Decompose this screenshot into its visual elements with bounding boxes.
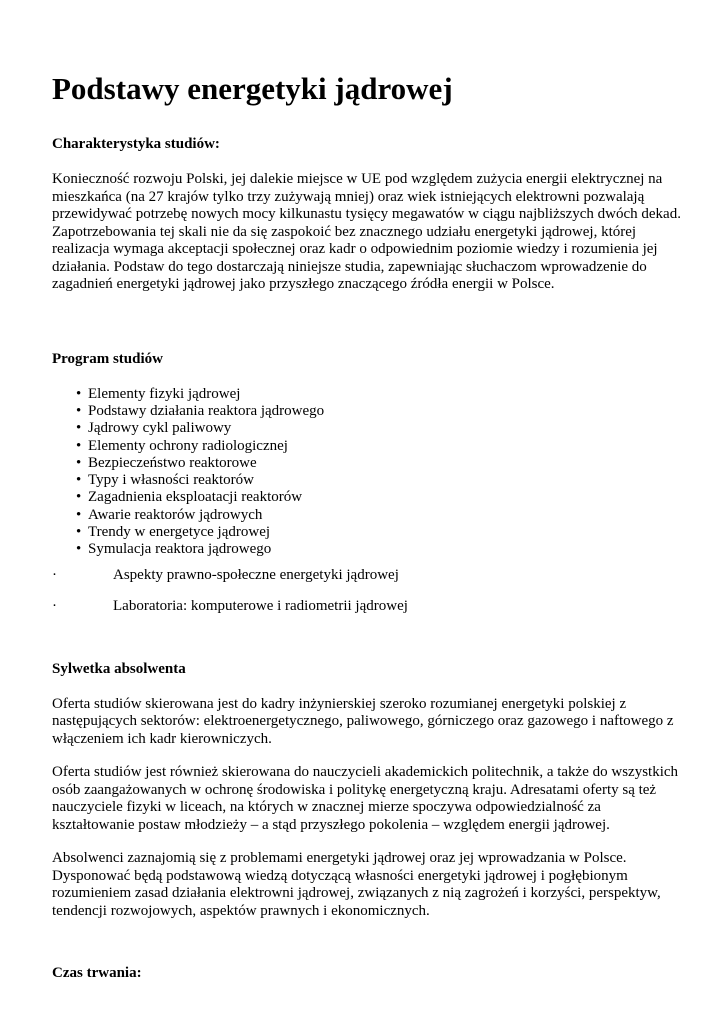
list-item: • Zagadnienia eksploatacji reaktorów xyxy=(76,489,685,506)
section-heading-sylwetka: Sylwetka absolwenta xyxy=(52,660,186,677)
list-item: • Symulacja reaktora jądrowego xyxy=(76,541,685,558)
document-title: Podstawy energetyki jądrowej xyxy=(52,71,453,106)
sylwetka-paragraph: Oferta studiów jest również skierowana do nauczycieli akademickich politechnik, a także do wszystkich osób zaangażowanych w ochronę środowiska i politykę energetyczną kraju. Adresatami oferty są też nauczyciele fizyki w liceach, na których w znacznej mierze spoczywa odpowiedzialność za kształtowanie postaw młodzieży – a stąd przyszłego pokolenia – względem energii jądrowej. xyxy=(52,764,679,833)
bullet-dot: · xyxy=(52,598,57,615)
list-item: • Elementy ochrony radiologicznej xyxy=(76,438,685,455)
section-heading-program: Program studiów xyxy=(52,350,163,367)
list-item: • Awarie reaktorów jądrowych xyxy=(76,507,685,524)
spacer xyxy=(52,310,685,350)
list-item: • Trendy w energetyce jądrowej xyxy=(76,524,685,541)
section-heading-charakterystyka: Charakterystyka studiów: xyxy=(52,136,220,153)
list-item: • Bezpieczeństwo reaktorowe xyxy=(76,455,685,472)
program-extra-item xyxy=(52,598,685,616)
bullet-dot: · xyxy=(52,566,57,583)
charakterystyka-paragraph: Konieczność rozwoju Polski, jej dalekie miejsce w UE pod względem zużycia energii elektrycznej na mieszkańca (na 27 krajów tylko trzy zużywają mniej) oraz wiek istniejących elektrowni pozwalają przewidywać potrzebę nowych mocy kilkunastu tysięcy megawatów w ciągu najbliższych dwóch dekad. Zapotrzebowania tej skali nie da się zaspokoić bez znacznego udziału energetyki jądrowej, której realizacja wymaga akceptacji społecznej oraz kadr o odpowiednim poziomie wiedzy i rozumienia jej działania. Podstaw do tego dostarczają niniejsze studia, zapewniając słuchaczom wprowadzenie do zagadnień energetyki jądrowej jako przyszłego znaczącego źródła energii w Polsce. xyxy=(52,171,681,293)
list-item: • Typy i własności reaktorów xyxy=(76,472,685,489)
sylwetka-paragraph: Oferta studiów skierowana jest do kadry inżynierskiej szeroko rozumianej energetyki polskiej z następujących sektorów: elektroenergetycznego, paliwowego, górniczego oraz gazowego i naftowego z włączeniem ich kadr kierowniczych. xyxy=(52,695,674,747)
program-extra-item xyxy=(52,567,685,585)
list-item: • Podstawy działania reaktora jądrowego xyxy=(76,403,685,420)
spacer xyxy=(52,936,685,964)
program-extra-item-label: Laboratoria: komputerowe i radiometrii jądrowej xyxy=(113,598,408,615)
list-item: • Elementy fizyki jądrowej xyxy=(76,386,685,403)
program-extra-item-label: Aspekty prawno-społeczne energetyki jądrowej xyxy=(113,566,399,583)
program-list xyxy=(52,386,685,559)
section-heading-czas: Czas trwania: xyxy=(52,965,142,982)
spacer xyxy=(52,630,685,660)
sylwetka-paragraph: Absolwenci zaznajomią się z problemami energetyki jądrowej oraz jej wprowadzania w Polsce. Dysponować będą podstawową wiedzą dotyczącą własności energetyki jądrowej i pogłębionym rozumieniem zasad działania elektrowni jądrowej, związanych z nią zagrożeń i korzyści, perspektyw, tendencji rozwojowych, aspektów prawnych i ekonomicznych. xyxy=(52,850,661,919)
list-item: • Jądrowy cykl paliwowy xyxy=(76,420,685,437)
